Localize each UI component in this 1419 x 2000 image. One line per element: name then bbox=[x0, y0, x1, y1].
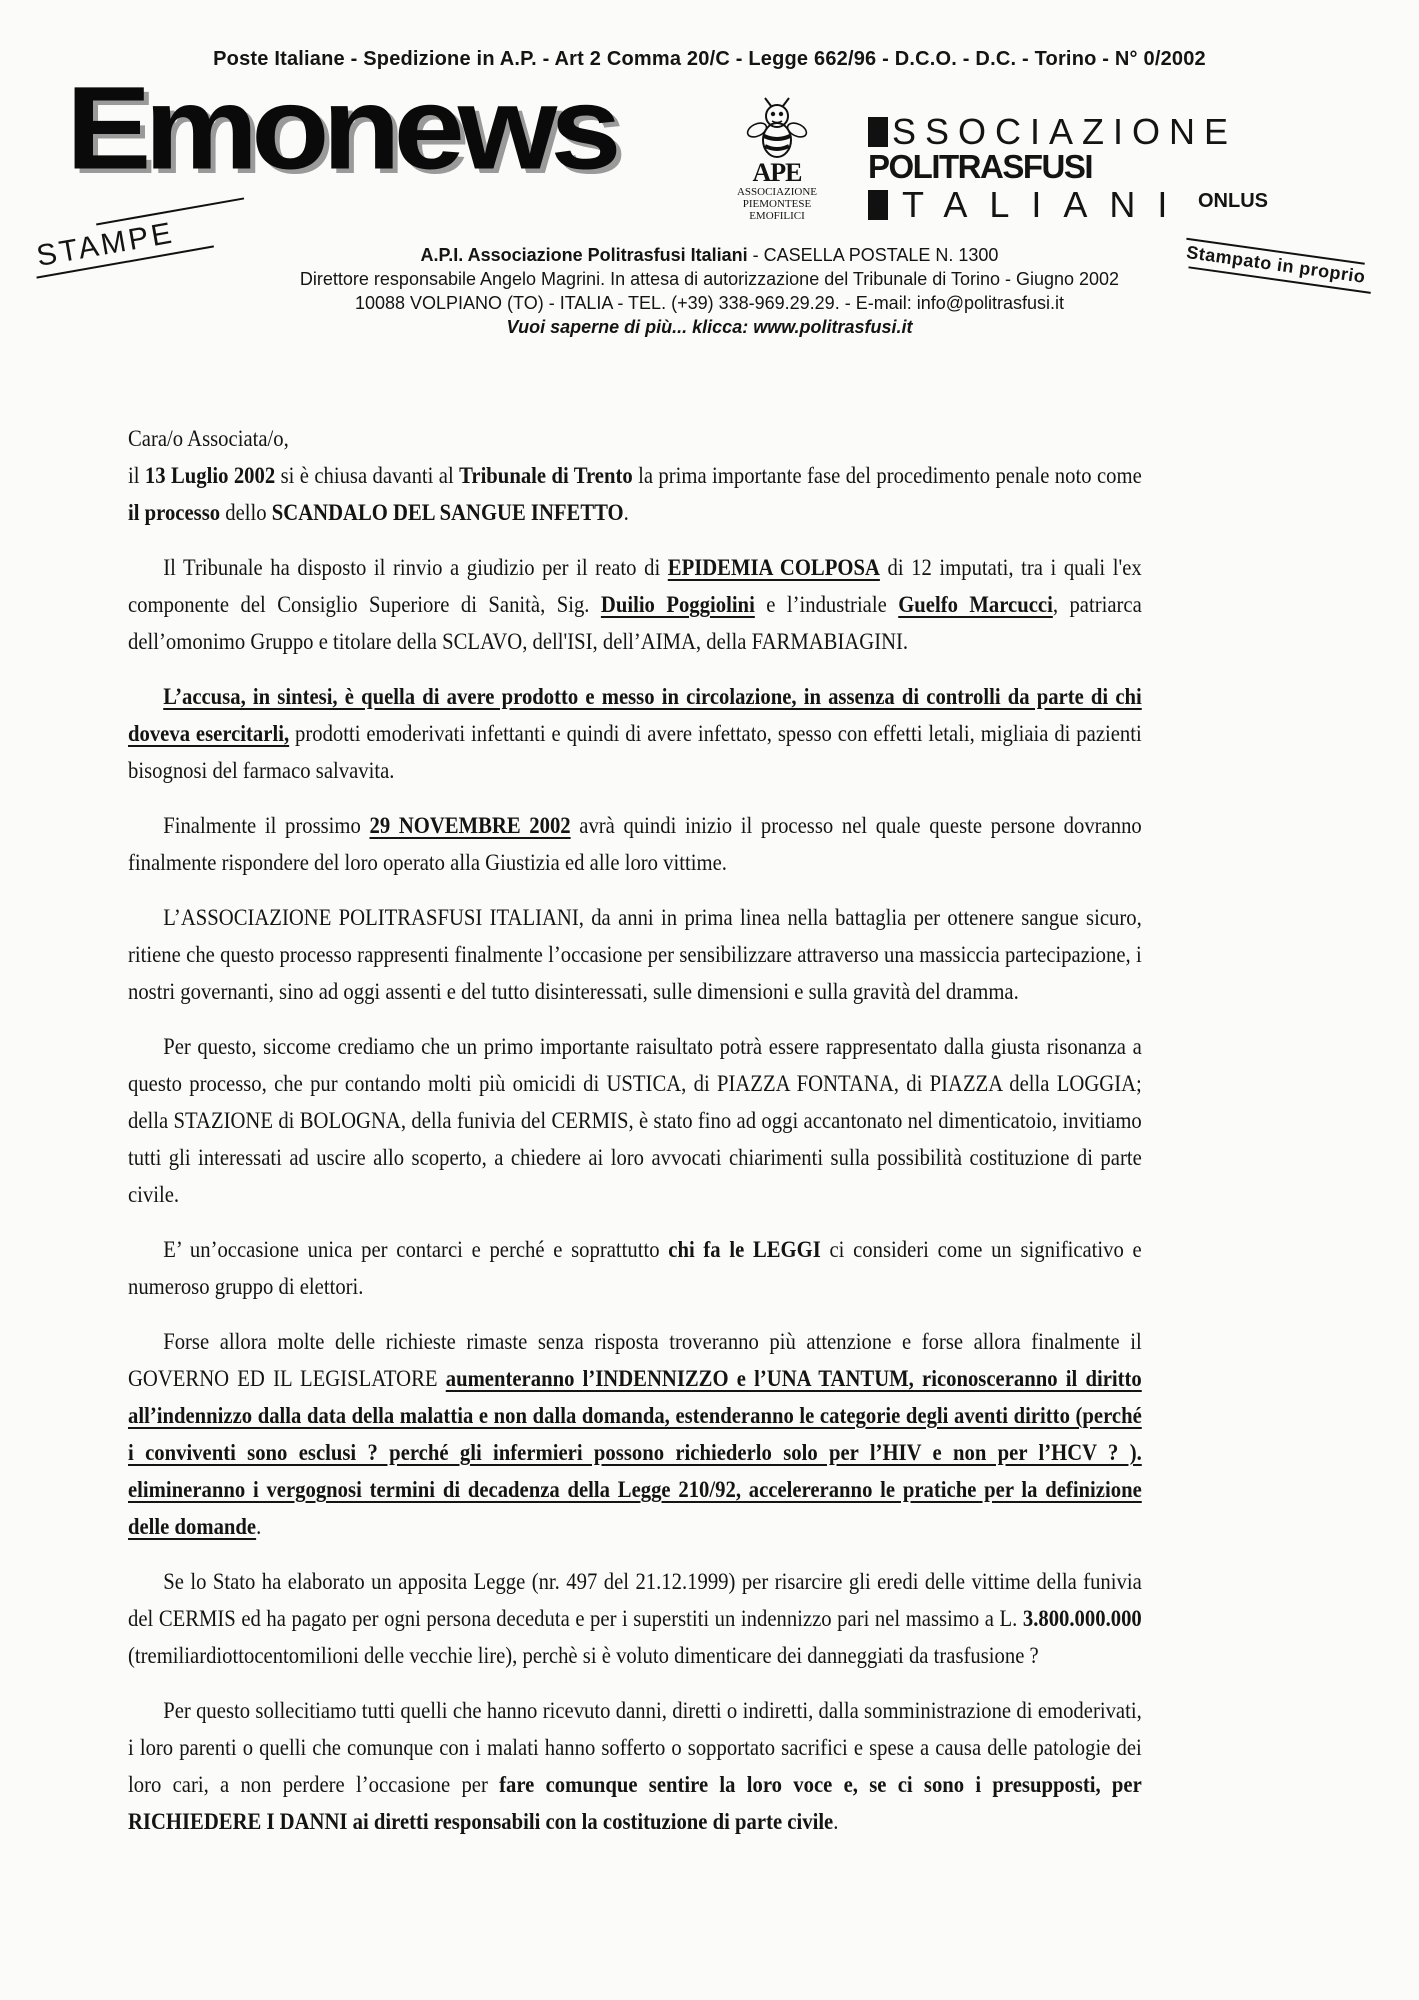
contact-director: Direttore responsabile Angelo Magrini. In attesa di autorizzazione del Tribunale di Torino - Giugno 2002 bbox=[299, 269, 1120, 289]
ape-sub-line: EMOFILICI bbox=[749, 210, 805, 222]
assoc-row1: SSOCIAZIONE bbox=[892, 111, 1238, 152]
assoc-row3: TALIANI bbox=[902, 184, 1190, 225]
paragraph-3: L’accusa, in sintesi, è quella di avere prodotto e messo in circolazione, in assenza di controlli da parte di chi doveva esercitarli, prodotti emoderivati infettanti e quindi di avere infettato, spesso con effetti letali, migliaia di pazienti bisognosi del farmaco salvavita. bbox=[128, 684, 1142, 784]
paragraph-4: Finalmente il prossimo 29 NOVEMBRE 2002 avrà quindi inizio il processo nel quale queste persone dovranno finalmente rispondere del loro operato alla Giustizia ed alle loro vittime. bbox=[128, 813, 1142, 876]
stampe-stamp-text: STAMPE bbox=[34, 216, 177, 274]
paragraph-10: Per questo sollecitiamo tutti quelli che hanno ricevuto danni, diretti o indiretti, dalla somministrazione di emoderivati, i loro parenti o quelli che comunque con i malati hanno sofferto o sopportato sacrifici e spese a causa delle patologie dei loro cari, a non perdere l’occasione per fare comunque sentire la loro voce e, se ci sono i presupposti, per RICHIEDERE I DANNI ai diretti responsabili con la costituzione di parte civile. bbox=[128, 1698, 1142, 1835]
paragraph-2: Il Tribunale ha disposto il rinvio a giudizio per il reato di EPIDEMIA COLPOSA di 12 imputati, tra i quali l'ex componente del Consiglio Superiore di Sanità, Sig. Duilio Poggiolini e l’industriale Guelfo Marcucci, patriarca dell’omonimo Gruppo e titolare della SCLAVO, dell'ISI, dell’AIMA, della FARMABIAGINI. bbox=[128, 555, 1142, 655]
contact-block bbox=[0, 243, 1419, 339]
paragraph-5: L’ASSOCIAZIONE POLITRASFUSI ITALIANI, da anni in prima linea nella battaglia per ottenere sangue sicuro, ritiene che questo processo rappresenti finalmente l’occasione per sensibilizzare attraverso una massiccia partecipazione, i nostri governanti, sino ad oggi assenti e del tutto disinteressati, sulle dimensioni e sulla gravità del dramma. bbox=[128, 905, 1142, 1005]
postal-line: Poste Italiane - Spedizione in A.P. - Art 2 Comma 20/C - Legge 662/96 - D.C.O. - D.C. - Torino - N° 0/2002 bbox=[213, 48, 1206, 70]
onlus-label: ONLUS bbox=[1198, 190, 1268, 212]
paragraph-6: Per questo, siccome crediamo che un primo importante raisultato potrà essere rappresentato dalla giusta risonanza a questo processo, che pur contando molti più omicidi di USTICA, di PIAZZA FONTANA, di PIAZZA della LOGGIA; della STAZIONE di BOLOGNA, della funivia del CERMIS, è stato fino ad oggi accantonato nel dimenticatoio, invitiamo tutti gli interessati ad uscire allo scoperto, a chiedere ai loro avvocati chiarimenti sulla possibilità costituzione di parte civile. bbox=[128, 1034, 1142, 1208]
stampato-stamp-text: Stampato in proprio bbox=[1185, 242, 1367, 287]
ape-logo bbox=[722, 96, 832, 222]
ape-sub-line: PIEMONTESE bbox=[742, 198, 812, 210]
assoc-row2: POLITRASFUSI bbox=[868, 148, 1093, 185]
letter-i-block-icon bbox=[868, 190, 888, 220]
contact-org: A.P.I. Associazione Politrasfusi Italiani bbox=[420, 245, 748, 265]
paragraph-8: Forse allora molte delle richieste rimaste senza risposta troveranno più attenzione e forse allora finalmente il GOVERNO ED IL LEGISLATORE aumenteranno l’INDENNIZZO e l’UNA TANTUM, riconosceranno il diritto all’indennizzo dalla data della malattia e non dalla domanda, estenderanno le categorie degli aventi diritto (perché i conviventi sono esclusi ? perché gli infermieri possono richiederlo solo per l’HIV e non per l’HCV ? ). elimineranno i vergognosi termini di decadenza della Legge 210/92, accelereranno le pratiche per la definizione delle domande. bbox=[128, 1329, 1142, 1540]
letter-body bbox=[128, 421, 1142, 1841]
paragraph-7: E’ un’occasione unica per contarci e perché e soprattutto chi fa le LEGGI ci consideri come un significativo e numeroso gruppo di elettori. bbox=[128, 1237, 1142, 1300]
emonews-logo: Emonews bbox=[66, 62, 615, 195]
bee-icon bbox=[746, 96, 808, 162]
paragraph-1: il 13 Luglio 2002 si è chiusa davanti al Tribunale di Trento la prima importante fase del procedimento penale noto come il processo dello SCANDALO DEL SANGUE INFETTO. bbox=[128, 463, 1142, 526]
ape-name: APE bbox=[752, 158, 802, 187]
contact-address: 10088 VOLPIANO (TO) - ITALIA - TEL. (+39) 338-969.29.29. - E-mail: info@politrasfusi.it bbox=[354, 293, 1065, 313]
ape-subtitle bbox=[722, 186, 832, 222]
greeting: Cara/o Associata/o, bbox=[128, 426, 289, 452]
paragraph-9: Se lo Stato ha elaborato un apposita Legge (nr. 497 del 21.12.1999) per risarcire gli eredi delle vittime della funivia del CERMIS ed ha pagato per ogni persona deceduta e per i superstiti un indennizzo pari nel massimo a L. 3.800.000.000 (tremiliardiottocentomilioni delle vecchie lire), perchè si è voluto dimenticare dei danneggiati da trasfusione ? bbox=[128, 1569, 1142, 1669]
ape-sub-line: ASSOCIAZIONE bbox=[736, 186, 818, 198]
letter-a-block-icon bbox=[868, 117, 888, 147]
contact-po-box: - CASELLA POSTALE N. 1300 bbox=[747, 245, 999, 265]
contact-website[interactable]: Vuoi saperne di più... klicca: www.politrasfusi.it bbox=[506, 317, 913, 337]
